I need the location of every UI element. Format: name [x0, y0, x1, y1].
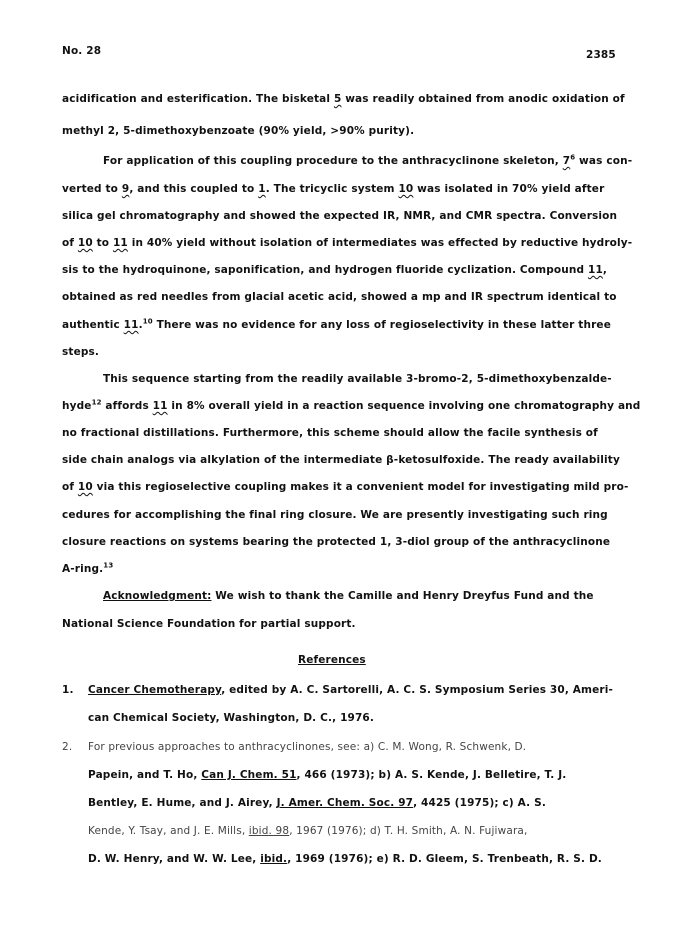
- text-run: authentic: [62, 319, 124, 331]
- text-run: in 40% yield without isolation of intermediates was effected by reductive hydroly-: [127, 237, 633, 249]
- reference-2-line: [88, 852, 602, 866]
- reference-superscript: 10: [142, 317, 153, 326]
- compound-number: 9: [121, 183, 130, 195]
- paragraph-3-line: [62, 453, 620, 467]
- text-run: , edited by A. C. Sartorelli, A. C. S. Symposium Series 30, Ameri-: [221, 684, 613, 696]
- text-run: was isolated in 70% yield after: [413, 183, 605, 195]
- text-run: This sequence starting from the readily available 3-bromo-2, 5-dimethoxybenzalde-: [103, 373, 612, 385]
- text-run: methyl 2, 5-dimethoxybenzoate (90% yield, >90% purity).: [62, 125, 415, 137]
- text-run: . The tricyclic system: [265, 183, 399, 195]
- text-run: Kende, Y. Tsay, and J. E. Mills,: [88, 825, 249, 837]
- compound-number: 11: [112, 237, 128, 249]
- paragraph-3-line: [62, 480, 628, 494]
- text-run: , and this coupled to: [129, 183, 259, 195]
- compound-number: 11: [123, 319, 139, 331]
- text-run: , 4425 (1975); c) A. S.: [413, 797, 546, 809]
- text-run: Bentley, E. Hume, and J. Airey,: [88, 797, 277, 809]
- paragraph-2-line: [103, 154, 632, 168]
- underlined-citation: Can J. Chem. 51: [201, 769, 297, 781]
- text-run: A-ring.: [62, 563, 104, 575]
- text-run: no fractional distillations. Furthermore, this scheme should allow the facile synthesis of: [62, 427, 598, 439]
- text-run: We wish to thank the Camille and Henry Dreyfus Fund and the: [211, 590, 594, 602]
- underlined-citation: J. Amer. Chem. Soc. 97: [276, 797, 414, 809]
- text-run: , 466 (1973); b) A. S. Kende, J. Belletire, T. J.: [296, 769, 567, 781]
- compound-number: 5: [333, 93, 342, 105]
- paragraph-2-line: [62, 318, 611, 332]
- text-run: obtained as red needles from glacial acetic acid, showed a mp and IR spectrum identical to: [62, 291, 617, 303]
- reference-superscript: 12: [91, 398, 102, 407]
- text-run: closure reactions on systems bearing the protected 1, 3-diol group of the anthracyclinone: [62, 536, 611, 548]
- paragraph-3-line: [62, 535, 610, 549]
- text-run: Papein, and T. Ho,: [88, 769, 202, 781]
- text-run: can Chemical Society, Washington, D. C., 1976.: [88, 712, 375, 724]
- reference-2-line: [88, 740, 526, 754]
- text-run: For application of this coupling procedure to the anthracyclinone skeleton,: [103, 155, 563, 167]
- text-run: of: [62, 481, 78, 493]
- underlined-citation: ibid. 98: [248, 825, 290, 837]
- paragraph-3-line: [62, 399, 640, 413]
- paragraph-4-line: [103, 589, 594, 603]
- references-heading: [298, 653, 366, 667]
- references-heading-text: References: [298, 654, 366, 666]
- paragraph-2-line: [62, 290, 617, 304]
- text-run: in 8% overall yield in a reaction sequence involving one chromatography and: [167, 400, 641, 412]
- underlined-citation: ibid.: [260, 853, 288, 865]
- paragraph-2-line: [62, 182, 604, 196]
- text-run: affords: [101, 400, 153, 412]
- text-run: acidification and esterification. The bisketal: [62, 93, 334, 105]
- paragraph-4-line: [62, 617, 356, 631]
- text-run: silica gel chromatography and showed the expected IR, NMR, and CMR spectra. Conversion: [62, 210, 618, 222]
- reference-superscript: 6: [570, 153, 576, 162]
- reference-2-line: [88, 768, 566, 782]
- paragraph-2-line: [62, 236, 632, 250]
- paragraph-2-line: [62, 209, 617, 223]
- text-run: For previous approaches to anthracyclinones, see: a) C. M. Wong, R. Schwenk, D.: [88, 741, 527, 753]
- reference-superscript: 13: [103, 561, 114, 570]
- text-run: steps.: [62, 346, 100, 358]
- text-run: was readily obtained from anodic oxidation of: [341, 93, 625, 105]
- text-run: to: [92, 237, 113, 249]
- reference-2-line: [88, 824, 527, 838]
- text-run: of: [62, 237, 78, 249]
- compound-number: 11: [152, 400, 168, 412]
- paragraph-1-line: [62, 124, 414, 138]
- compound-number: 7: [562, 155, 571, 167]
- page-number: 2385: [586, 49, 616, 61]
- reference-number: 2.: [62, 741, 73, 753]
- text-run: National Science Foundation for partial support.: [62, 618, 356, 630]
- paragraph-1-line: [62, 92, 625, 106]
- text-run: , 1969 (1976); e) R. D. Gleem, S. Trenbeath, R. S. D.: [287, 853, 602, 865]
- text-run: D. W. Henry, and W. W. Lee,: [88, 853, 261, 865]
- text-run: ,: [602, 264, 608, 276]
- paragraph-3-line: [62, 562, 113, 576]
- text-run: .: [138, 319, 143, 331]
- reference-2-line: [88, 796, 546, 810]
- paragraph-2-line: [62, 345, 99, 359]
- text-run: was con-: [575, 155, 633, 167]
- text-run: side chain analogs via alkylation of the intermediate β-ketosulfoxide. The ready availability: [62, 454, 620, 466]
- text-run: verted to: [62, 183, 122, 195]
- text-run: , 1967 (1976); d) T. H. Smith, A. N. Fujiwara,: [289, 825, 528, 837]
- paragraph-3-line: [103, 372, 612, 386]
- reference-1-line: [88, 711, 374, 725]
- underlined-citation: Cancer Chemotherapy: [88, 684, 222, 696]
- text-run: via this regioselective coupling makes it a convenient model for investigating mild pro-: [92, 481, 629, 493]
- underlined-citation: Acknowledgment:: [103, 590, 212, 602]
- text-run: hyde: [62, 400, 92, 412]
- compound-number: 11: [587, 264, 603, 276]
- compound-number: 10: [77, 481, 93, 493]
- paragraph-2-line: [62, 263, 607, 277]
- paragraph-3-line: [62, 508, 608, 522]
- compound-number: 1: [258, 183, 266, 195]
- journal-issue-number: No. 28: [62, 45, 102, 57]
- compound-number: 10: [398, 183, 414, 195]
- text-run: There was no evidence for any loss of regioselectivity in these latter three: [152, 319, 611, 331]
- compound-number: 10: [77, 237, 93, 249]
- text-run: cedures for accomplishing the final ring closure. We are presently investigating such ring: [62, 509, 608, 521]
- text-run: sis to the hydroquinone, saponification, and hydrogen fluoride cyclization. Compound: [62, 264, 588, 276]
- reference-1-line: [88, 683, 613, 697]
- reference-number: 1.: [62, 684, 74, 696]
- paragraph-3-line: [62, 426, 598, 440]
